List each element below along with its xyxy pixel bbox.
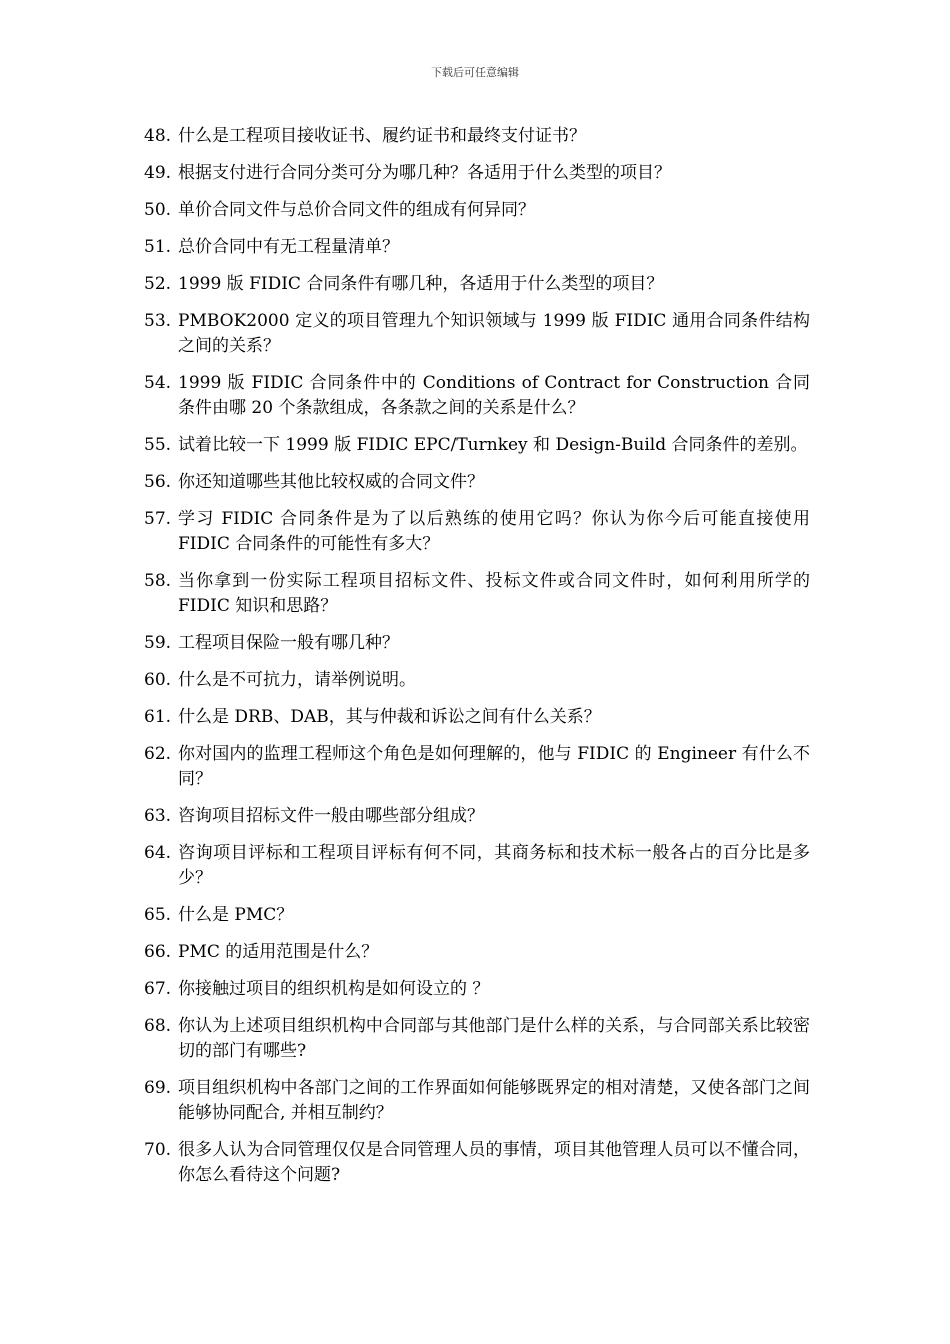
question-item [144,272,810,297]
question-number: 70. [144,1140,172,1160]
question-text: 你还知道哪些其他比较权威的合同文件？ [178,472,484,492]
question-text: 1999 版 FIDIC 合同条件有哪几种，各适用于什么类型的项目？ [178,274,664,294]
question-text: 什么是工程项目接收证书、履约证书和最终支付证书？ [178,126,586,146]
page-header: 下载后可任意编辑 [431,66,519,79]
question-text: 根据支付进行合同分类可分为哪几种？各适用于什么类型的项目？ [178,163,671,183]
question-item [144,235,810,260]
question-item [144,433,810,458]
question-number: 53. [144,311,172,331]
question-number: 54. [144,373,172,393]
question-text: 单价合同文件与总价合同文件的组成有何异同？ [178,200,535,220]
question-item [144,705,810,730]
question-number: 65. [144,905,172,925]
question-number: 68. [144,1016,172,1036]
question-text: PMBOK2000 定义的项目管理九个知识领域与 1999 版 FIDIC 通用合同条件结构之间的关系？ [178,311,810,356]
question-item [144,309,810,359]
question-text: 总价合同中有无工程量清单？ [178,237,399,257]
question-text: 你接触过项目的组织机构是如何设立的 ？ [178,979,490,999]
question-number: 56. [144,472,172,492]
question-text: 试着比较一下 1999 版 FIDIC EPC/Turnkey 和 Design-Build 合同条件的差别。 [178,435,808,455]
question-item [144,1014,810,1064]
question-number: 64. [144,843,172,863]
question-number: 59. [144,633,172,653]
question-item [144,903,810,928]
question-number: 51. [144,237,172,257]
question-item [144,198,810,223]
question-number: 66. [144,942,172,962]
question-number: 61. [144,707,172,727]
question-item [144,742,810,792]
question-number: 52. [144,274,172,294]
question-item [144,804,810,829]
question-text: 你认为上述项目组织机构中合同部与其他部门是什么样的关系，与合同部关系比较密切的部门有哪些? [178,1016,810,1061]
question-number: 55. [144,435,172,455]
question-number: 67. [144,979,172,999]
question-item [144,631,810,656]
question-item [144,1138,810,1188]
question-item [144,977,810,1002]
question-list [144,124,810,1200]
question-item [144,1076,810,1126]
question-item [144,668,810,693]
question-item [144,569,810,619]
question-text: 什么是不可抗力，请举例说明。 [178,670,416,690]
question-item [144,124,810,149]
question-number: 58. [144,571,172,591]
question-number: 60. [144,670,172,690]
question-item [144,161,810,186]
question-text: PMC 的适用范围是什么？ [178,942,379,962]
question-number: 63. [144,806,172,826]
question-text: 1999 版 FIDIC 合同条件中的 Conditions of Contract for Construction 合同条件由哪 20 个条款组成，各条款之间的关系是什么？ [178,373,810,418]
question-number: 48. [144,126,172,146]
question-number: 50. [144,200,172,220]
question-text: 什么是 DRB、DAB，其与仲裁和诉讼之间有什么关系？ [178,707,601,727]
question-number: 57. [144,509,172,529]
question-text: 学习 FIDIC 合同条件是为了以后熟练的使用它吗？你认为你今后可能直接使用 FIDIC 合同条件的可能性有多大？ [178,509,810,554]
question-item [144,470,810,495]
question-item [144,507,810,557]
question-text: 咨询项目招标文件一般由哪些部分组成？ [178,806,484,826]
question-text: 很多人认为合同管理仅仅是合同管理人员的事情，项目其他管理人员可以不懂合同，你怎么看待这个问题? [178,1140,810,1185]
question-text: 你对国内的监理工程师这个角色是如何理解的，他与 FIDIC 的 Engineer 有什么不同？ [178,744,810,789]
question-text: 咨询项目评标和工程项目评标有何不同，其商务标和技术标一般各占的百分比是多少？ [178,843,810,888]
question-number: 49. [144,163,172,183]
question-number: 62. [144,744,172,764]
question-text: 什么是 PMC？ [178,905,294,925]
question-text: 当你拿到一份实际工程项目招标文件、投标文件或合同文件时，如何利用所学的 FIDIC 知识和思路？ [178,571,810,616]
question-item [144,371,810,421]
question-text: 项目组织机构中各部门之间的工作界面如何能够既界定的相对清楚，又使各部门之间能够协同配合, 并相互制约？ [178,1078,810,1123]
question-number: 69. [144,1078,172,1098]
question-text: 工程项目保险一般有哪几种？ [178,633,399,653]
question-item [144,940,810,965]
question-item [144,841,810,891]
